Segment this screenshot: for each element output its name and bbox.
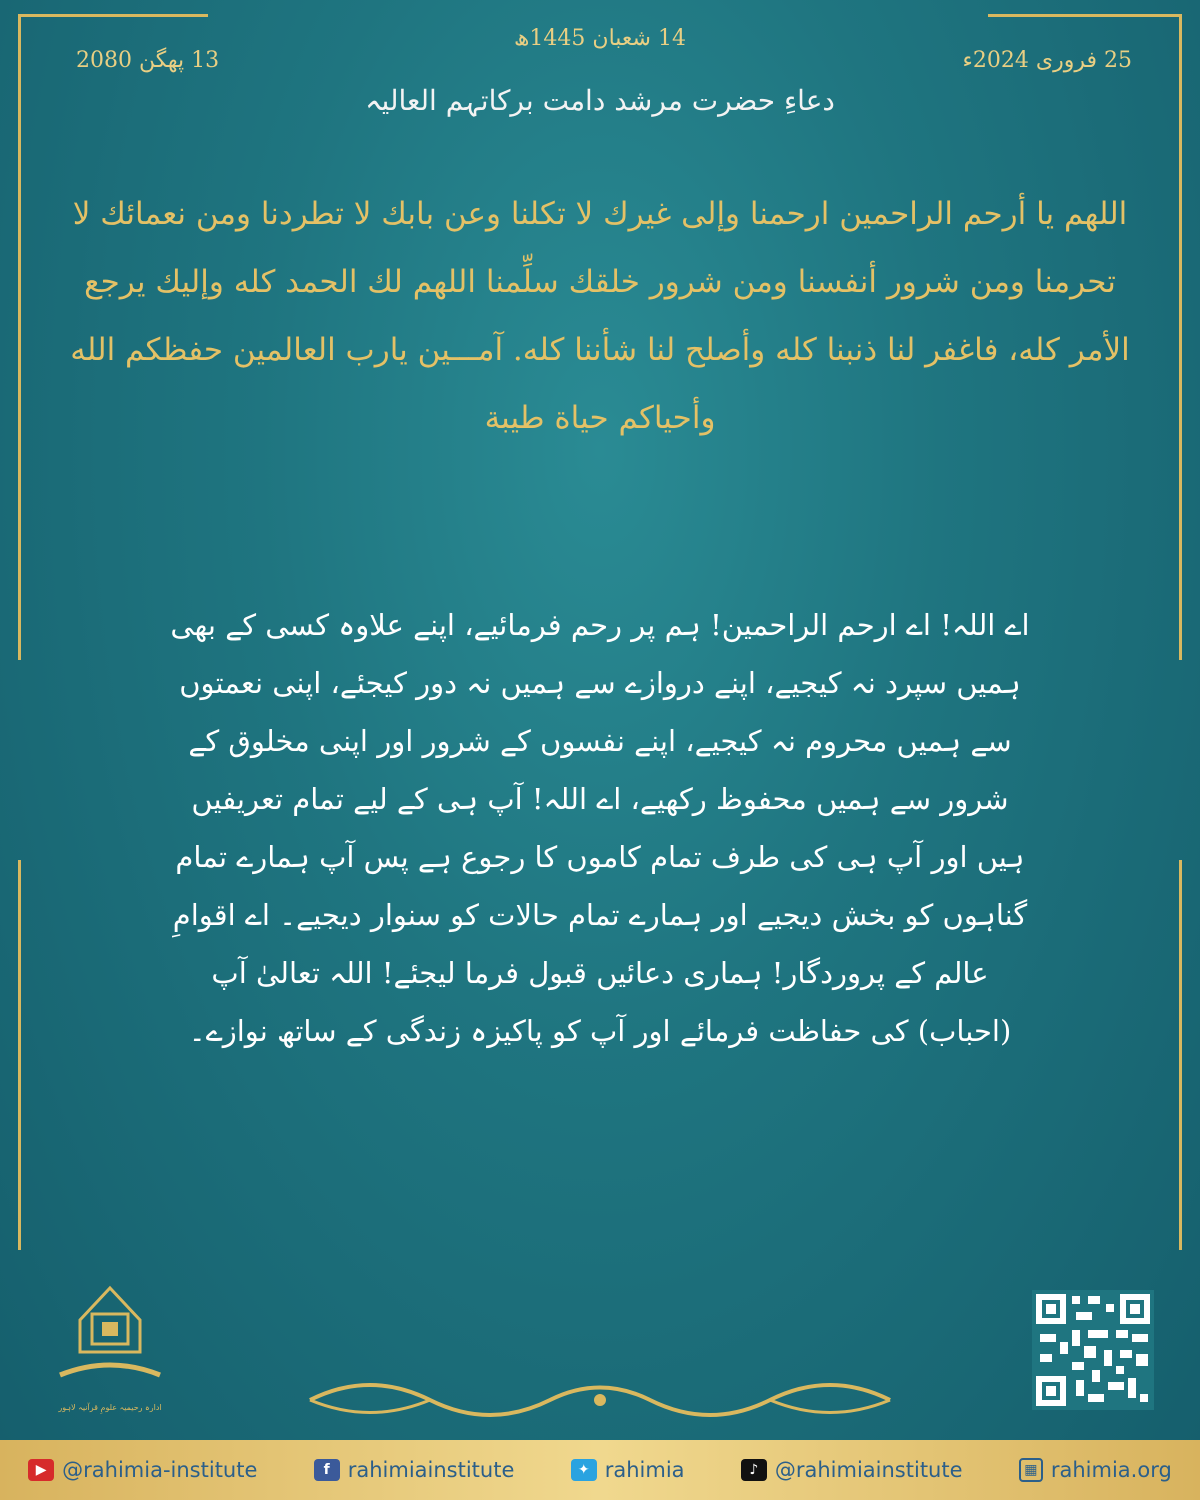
- youtube-handle[interactable]: @rahimia-institute: [62, 1458, 258, 1482]
- frame-right-lower: [1179, 860, 1182, 1250]
- facebook-handle[interactable]: rahimiainstitute: [347, 1458, 515, 1482]
- page-title: دعاءِ حضرت مرشد دامت برکاتہم العالیہ: [365, 84, 835, 117]
- frame-top-left: [18, 14, 208, 17]
- rahimia-logo: [40, 1280, 180, 1420]
- footer-youtube[interactable]: [28, 1458, 257, 1482]
- footer-website[interactable]: [1019, 1458, 1172, 1482]
- logo-caption: ادارہ رحیمیہ علومِ قرآنیہ لاہور: [58, 1403, 162, 1412]
- footer-tiktok[interactable]: [741, 1458, 963, 1482]
- gregorian-date: 25 فروری 2024ء: [962, 48, 1132, 73]
- urdu-translation-text: اے اللہ! اے ارحم الراحمین! ہم پر رحم فرمائیے، اپنے علاوہ کسی کے بھی ہمیں سپرد نہ کیجیے، اپنے دروازے سے ہمیں نہ دور کیجئے، اپنی نعمتوں سے ہمیں محروم نہ کیجیے، اپنے نفسوں کے شرور اور اپنی مخلوق کے شرور سے ہمیں محفوظ رکھیے، اے اللہ! آپ ہی کے لیے تمام تعریفیں ہیں اور آپ ہی کی طرف تمام کاموں کا رجوع ہے پس آپ ہمارے تمام گناہوں کو بخش دیجیے اور ہمارے تمام حالات کو سنوار دیجیے۔ اے اقوامِ عالم کے پروردگار! ہماری دعائیں قبول فرما لیجئے! اللہ تعالیٰ آپ (احباب) کی حفاظت فرمائے اور آپ کو پاکیزہ زندگی کے ساتھ نوازے۔: [170, 608, 1030, 1048]
- bikrami-date: 13 پھگن 2080: [76, 48, 220, 73]
- footer-bar: [0, 1440, 1200, 1500]
- youtube-icon: ▶: [28, 1459, 54, 1481]
- hijri-date: 14 شعبان 1445ھ: [514, 26, 686, 51]
- facebook-icon: f: [314, 1459, 340, 1481]
- twitter-handle[interactable]: rahimia: [604, 1458, 685, 1482]
- twitter-icon: ✦: [571, 1459, 597, 1481]
- footer-twitter[interactable]: [571, 1458, 685, 1482]
- frame-left-lower: [18, 860, 21, 1250]
- qr-small-icon: ▦: [1019, 1458, 1043, 1482]
- tiktok-handle[interactable]: @rahimiainstitute: [774, 1458, 963, 1482]
- qr-code[interactable]: [1032, 1290, 1154, 1410]
- arabic-dua-text: اللهم يا أرحم الراحمين ارحمنا وإلى غيرك لا تكلنا وعن بابك لا تطردنا ومن نعمائك لا تحرمنا ومن شرور أنفسنا ومن شرور خلقك سلِّمنا اللهم لك الحمد كله وإليك يرجع الأمر كله، فاغفر لنا ذنبنا كله وأصلح لنا شأننا كله. آمـــين يارب العالمين حفظكم الله وأحياكم حياة طيبة: [70, 196, 1130, 436]
- tiktok-icon: ♪: [741, 1459, 767, 1481]
- website-link[interactable]: rahimia.org: [1050, 1458, 1172, 1482]
- footer-facebook[interactable]: [314, 1458, 515, 1482]
- ornament-divider: [300, 1370, 900, 1430]
- frame-top-right: [988, 14, 1182, 17]
